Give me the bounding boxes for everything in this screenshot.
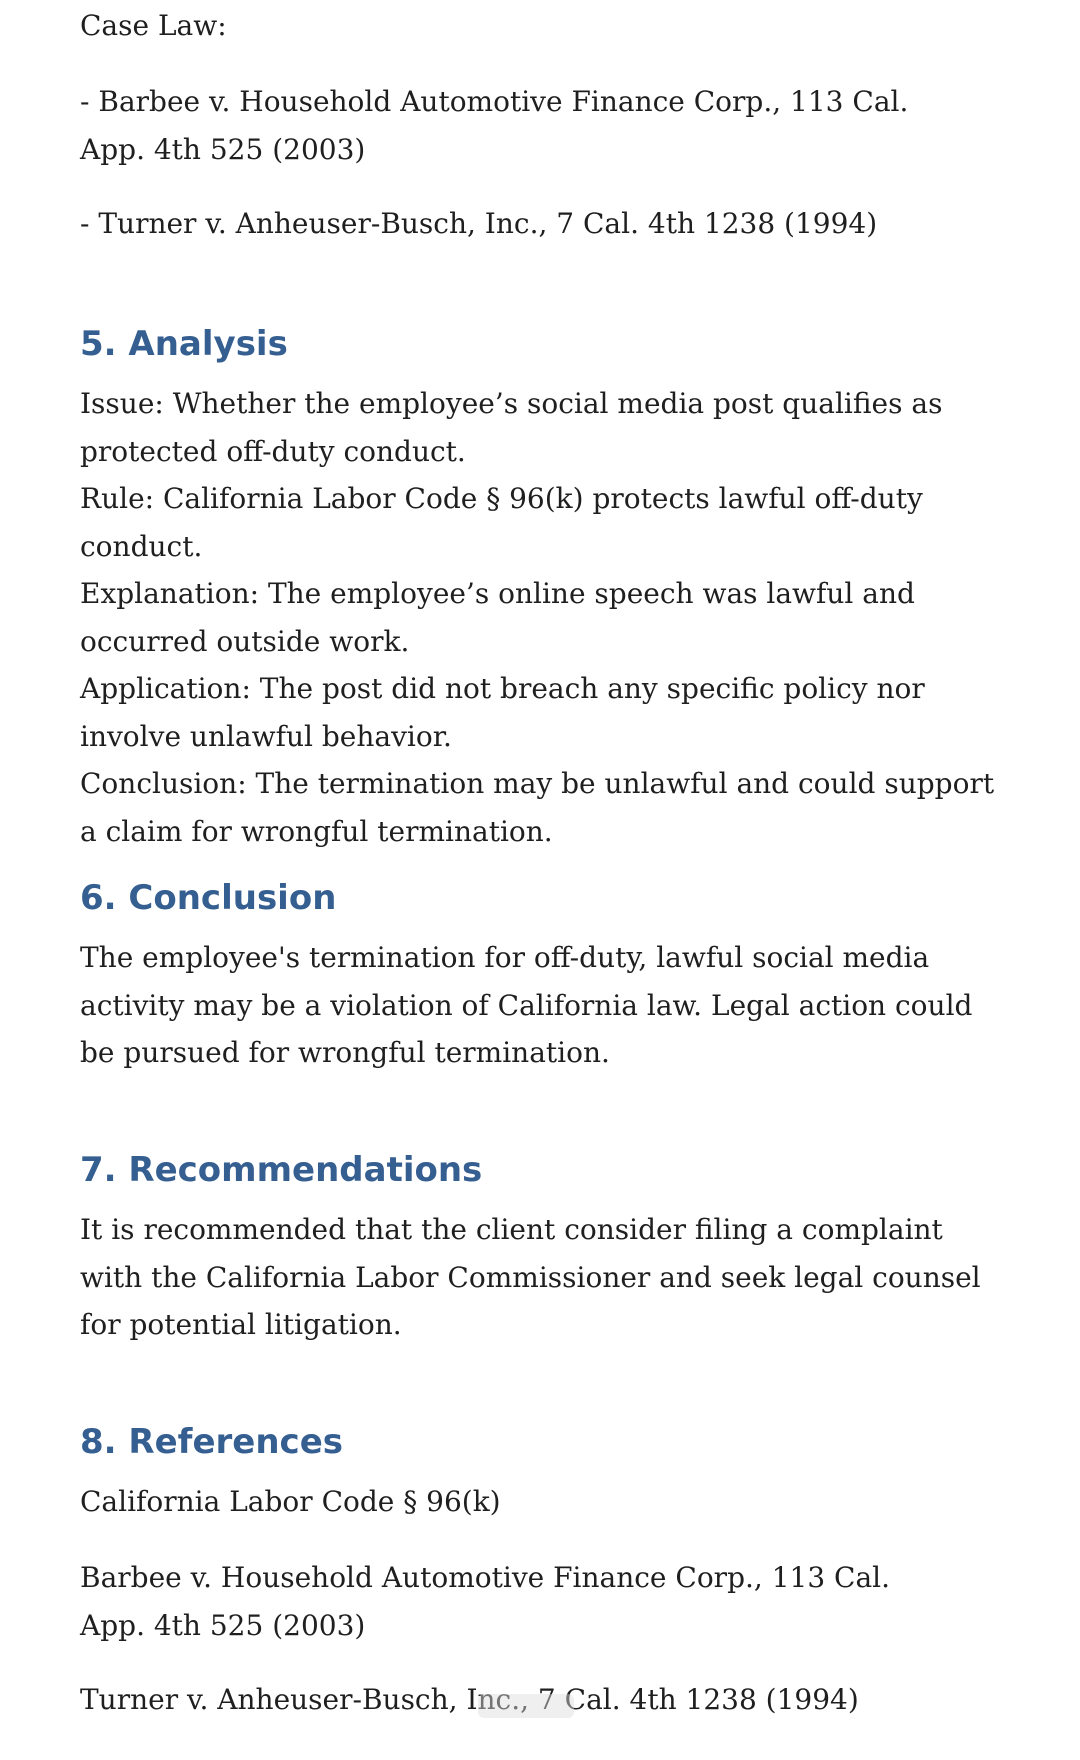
case-law-item-barbee: - Barbee v. Household Automotive Finance Corp., 113 Cal. App. 4th 525 (2003) xyxy=(80,85,909,166)
watermark-overlay xyxy=(478,1694,574,1718)
reference-item-barbee: Barbee v. Household Automotive Finance Corp., 113 Cal. App. 4th 525 (2003) xyxy=(80,1561,891,1642)
analysis-rule: Rule: California Labor Code § 96(k) protects lawful off-duty conduct. xyxy=(80,482,923,563)
case-law-item-turner: - Turner v. Anheuser-Busch, Inc., 7 Cal. 4th 1238 (1994) xyxy=(80,207,878,240)
conclusion-text: The employee's termination for off-duty, lawful social media activity may be a violation of California law. Legal action could be pursued for wrongful termination. xyxy=(80,941,973,1069)
case-law-label: Case Law: xyxy=(80,9,227,42)
reference-item-labor-code: California Labor Code § 96(k) xyxy=(80,1485,501,1518)
analysis-body xyxy=(80,380,1010,855)
conclusion-heading: 6. Conclusion xyxy=(80,878,337,918)
analysis-application: Application: The post did not breach any specific policy nor involve unlawful behavior. xyxy=(80,672,925,753)
analysis-issue: Issue: Whether the employee’s social media post qualifies as protected off-duty conduct. xyxy=(80,387,943,468)
references-heading: 8. References xyxy=(80,1422,343,1462)
analysis-explanation: Explanation: The employee’s online speech was lawful and occurred outside work. xyxy=(80,577,915,658)
reference-item-turner: Turner v. Anheuser-Busch, Inc., 7 Cal. 4th 1238 (1994) xyxy=(80,1683,859,1716)
recommendations-heading: 7. Recommendations xyxy=(80,1150,483,1190)
analysis-conclusion: Conclusion: The termination may be unlawful and could support a claim for wrongful termination. xyxy=(80,767,995,848)
recommendations-text: It is recommended that the client consider filing a complaint with the California Labor Commissioner and seek legal counsel for potential litigation. xyxy=(80,1213,981,1341)
analysis-heading: 5. Analysis xyxy=(80,324,288,364)
